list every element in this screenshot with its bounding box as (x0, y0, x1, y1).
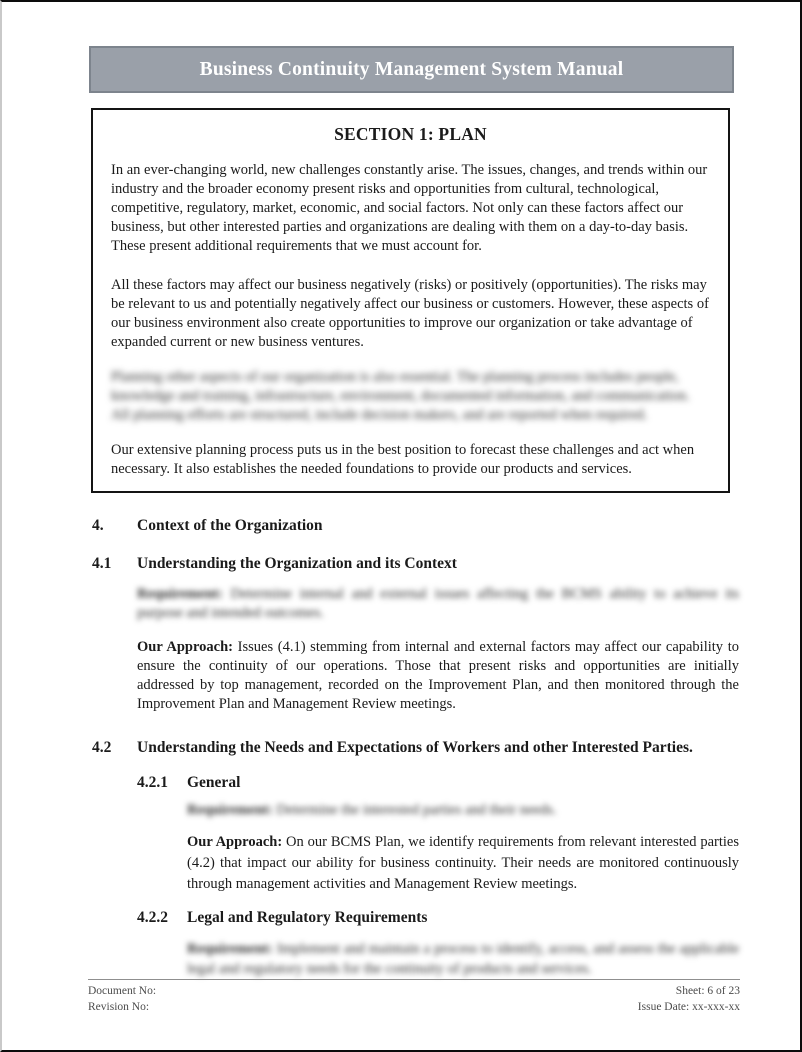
document-title: Business Continuity Management System Manual (199, 58, 624, 80)
requirement-label: Requirement: (187, 802, 273, 818)
section-4-number: 4. (92, 517, 104, 534)
requirement-label: Requirement: (137, 586, 223, 602)
document-title-banner (89, 46, 734, 93)
section-1-plan-box (91, 108, 730, 493)
section-4-title: Context of the Organization (137, 517, 323, 534)
section-4-2-1-approach (187, 832, 739, 895)
section-4-2-1-requirement-redacted (187, 801, 739, 820)
issue-date: Issue Date: xx-xxx-xx (637, 1001, 740, 1013)
section-4-1-title: Understanding the Organization and its Context (137, 555, 457, 572)
section-4-2-1-number: 4.2.1 (137, 774, 168, 791)
page-footer (88, 979, 740, 1015)
section-4-1-number: 4.1 (92, 555, 112, 572)
our-approach-label: Our Approach: (187, 834, 283, 850)
section-4-heading (92, 516, 740, 535)
document-no-label: Document No: (88, 985, 157, 997)
requirement-label: Requirement: (187, 941, 273, 957)
section-4-2-2-requirement-redacted (187, 939, 739, 979)
requirement-text: Implement and maintain a process to identify, access, and assess the applicable legal and regulatory needs for the continuity of products and services. (187, 941, 739, 977)
our-approach-text: On our BCMS Plan, we identify requirements from relevant interested parties (4.2) that impact our ability for business continuity. Their needs are monitored continuously through management activities and Management Review meetings. (187, 834, 739, 892)
section-4-2-1-title: General (187, 774, 241, 791)
requirement-text: Determine the interested parties and their needs. (272, 802, 557, 818)
section-4-1-heading (92, 554, 740, 573)
closing-paragraph: Our extensive planning process puts us in the best position to forecast these challenges and act when necessary. It also establishes the needed foundations to provide our products and services. (111, 442, 695, 477)
intro-paragraph-2: All these factors may affect our business negatively (risks) or positively (opportunities). The risks may be relevant to us and potentially negatively affect our business or customers. However, these aspects of our business environment also create opportunities to improve our organization or take advantage of expanded current or new business ventures. (111, 277, 709, 350)
section-4-2-title: Understanding the Needs and Expectations of Workers and other Interested Parties. (137, 739, 693, 756)
requirement-text: Determine internal and external issues affecting the BCMS ability to achieve its purpose and intended outcomes. (137, 586, 739, 621)
our-approach-text: Issues (4.1) stemming from internal and external factors may affect our capability to ensure the continuity of our operations. Those that present risks and opportunities are initially addressed by top management, recorded on the Improvement Plan, and then monitored through the Improvement Plan and Management Review meetings. (137, 639, 739, 712)
section-4-1-approach (137, 638, 739, 714)
sheet-number: Sheet: 6 of 23 (675, 985, 740, 997)
section-4-1-requirement-redacted (137, 585, 739, 623)
redacted-paragraph: Planning other aspects of our organization is also essential. The planning process includes people, knowledge and training, infrastructure, environment, documented information, and communication. All planning efforts are structured, include decision makers, and are reported when required. (111, 369, 690, 423)
our-approach-label: Our Approach: (137, 639, 233, 655)
footer-right (638, 983, 740, 1015)
section-4-2-2-heading (137, 908, 740, 927)
section-4-2-number: 4.2 (92, 739, 112, 756)
intro-paragraph-1: In an ever-changing world, new challenges constantly arise. The issues, changes, and trends within our industry and the broader economy present risks and opportunities from cultural, technological, competitive, regulatory, market, economic, and social factors. Not only can these factors affect our business, but other interested parties and organizations are dealing with them on a day-to-day basis. These present additional requirements that we must account for. (111, 162, 708, 254)
section-box-title: SECTION 1: PLAN (334, 124, 487, 144)
section-4-2-heading (92, 733, 740, 762)
revision-no-label: Revision No: (88, 1001, 150, 1013)
section-4-2-2-number: 4.2.2 (137, 909, 168, 926)
section-4-2-2-title: Legal and Regulatory Requirements (187, 909, 428, 926)
section-4-2-1-heading (137, 773, 740, 792)
footer-left (88, 983, 156, 1015)
